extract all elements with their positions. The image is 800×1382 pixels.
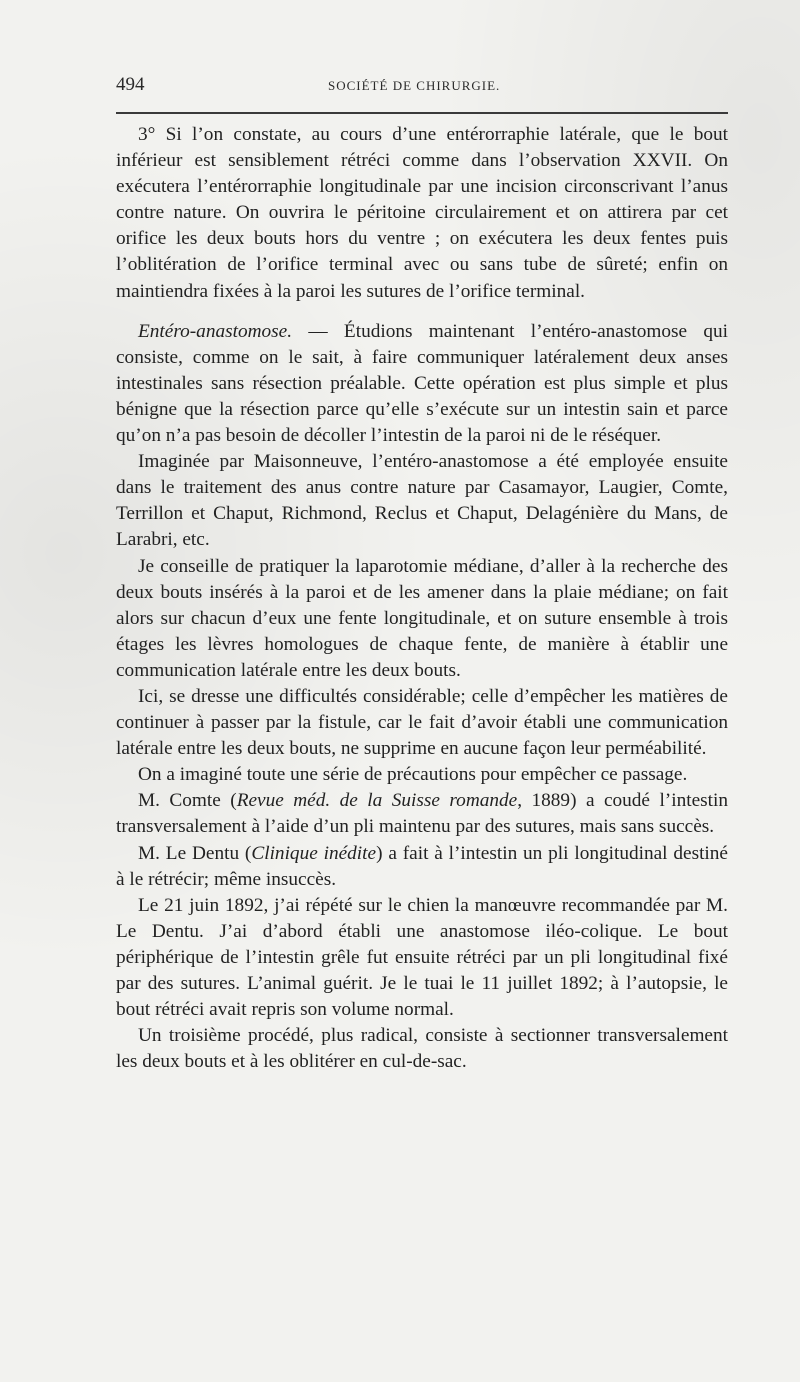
paragraph-entero-anastomose-text: — Étudions maintenant l’entéro-anastomose qui consiste, comme on le sait, à faire communiquer latéralement deux anses intestinales sans résection préalable. Cette opération est plus simple et plus bénigne que la résection parce qu’elle s’exécute sur un intestin sain et parce qu’on n’a pas besoin de décoller l’intestin de la paroi ni de le réséquer. <box>116 320 728 447</box>
running-title: SOCIÉTÉ DE CHIRURGIE. <box>328 78 501 93</box>
header-rule <box>116 112 728 114</box>
paragraph-maisonneuve: Imaginée par Maisonneuve, l’entéro-anastomose a été employée ensuite dans le traitement des anus contre nature par Casamayor, Laugier, Comte, Terrillon et Chaput, Richmond, Reclus et Chaput, Delagénière du Mans, de Larabri, etc. <box>116 451 728 551</box>
paragraph-comte-end: , 1889) a coudé l’intestin transversalement à l’aide d’un pli maintenu par des sutures, mais sans succès. <box>116 790 728 838</box>
paragraph-le-dentu-end: ) a fait à l’intestin un pli longitudinal destiné à le rétrécir; même insuccès. <box>116 842 728 890</box>
body-text <box>116 122 728 1075</box>
paragraph-experience-chien: Le 21 juin 1892, j’ai répété sur le chien la manœuvre recommandée par M. Le Dentu. J’ai d’abord établi une anastomose iléo-colique. Le bout périphérique de l’intestin grêle fut ensuite rétréci par un pli longitudinal fixé par des sutures. L’animal guérit. Je le tuai le 11 juillet 1892; à l’autopsie, le bout rétréci avait repris son volume normal. <box>116 894 728 1021</box>
paragraph-difficultes: Ici, se dresse une difficultés considérable; celle d’empêcher les matières de continuer à passer par la fistule, car le fait d’avoir établi une communication latérale entre les deux bouts, ne supprime en aucune façon leur perméabilité. <box>116 685 728 760</box>
citation-clinique-inedite: Clinique inédite <box>251 842 377 864</box>
paragraph-entero-anastomose <box>116 319 728 449</box>
section-heading-entero-anastomose: Entéro-anastomose. <box>138 320 293 342</box>
paragraph-comte <box>116 788 728 840</box>
paragraph-le-dentu <box>116 841 728 893</box>
paragraph-laparotomie: Je conseille de pratiquer la laparotomie médiane, d’aller à la recherche des deux bouts insérés à la paroi et de les amener dans la plaie médiane; on fait alors sur chacun d’eux une fente longitudinale, et on suture ensemble à trois étages les lèvres homologues de chaque fente, de manière à établir une communication latérale entre les deux bouts. <box>116 555 728 681</box>
paragraph-le-dentu-start: M. Le Dentu ( <box>138 842 252 864</box>
page-header <box>116 74 728 100</box>
paragraph-troisieme-procede: Un troisième procédé, plus radical, consiste à sectionner transversalement les deux bouts et à les oblitérer en cul-de-sac. <box>116 1025 728 1073</box>
paragraph-comte-start: M. Comte ( <box>138 790 237 812</box>
paragraph-precautions: On a imaginé toute une série de précautions pour empêcher ce passage. <box>138 764 688 786</box>
page-number: 494 <box>116 74 145 95</box>
paragraph-conclusion-3: 3° Si l’on constate, au cours d’une entérorraphie latérale, que le bout inférieur est sensiblement rétréci comme dans l’observation XXVII. On exécutera l’entérorraphie longitudinale par une incision circonscrivant l’anus contre nature. On ouvrira le péritoine circulairement et on attirera par cet orifice les deux bouts hors du ventre ; on exécutera les deux fentes puis l’oblitération de l’orifice terminal avec ou sans tube de sûreté; enfin on maintiendra fixées à la paroi les sutures de l’orifice terminal. <box>116 124 728 302</box>
citation-revue-med: Revue méd. de la Suisse romande <box>236 790 518 812</box>
